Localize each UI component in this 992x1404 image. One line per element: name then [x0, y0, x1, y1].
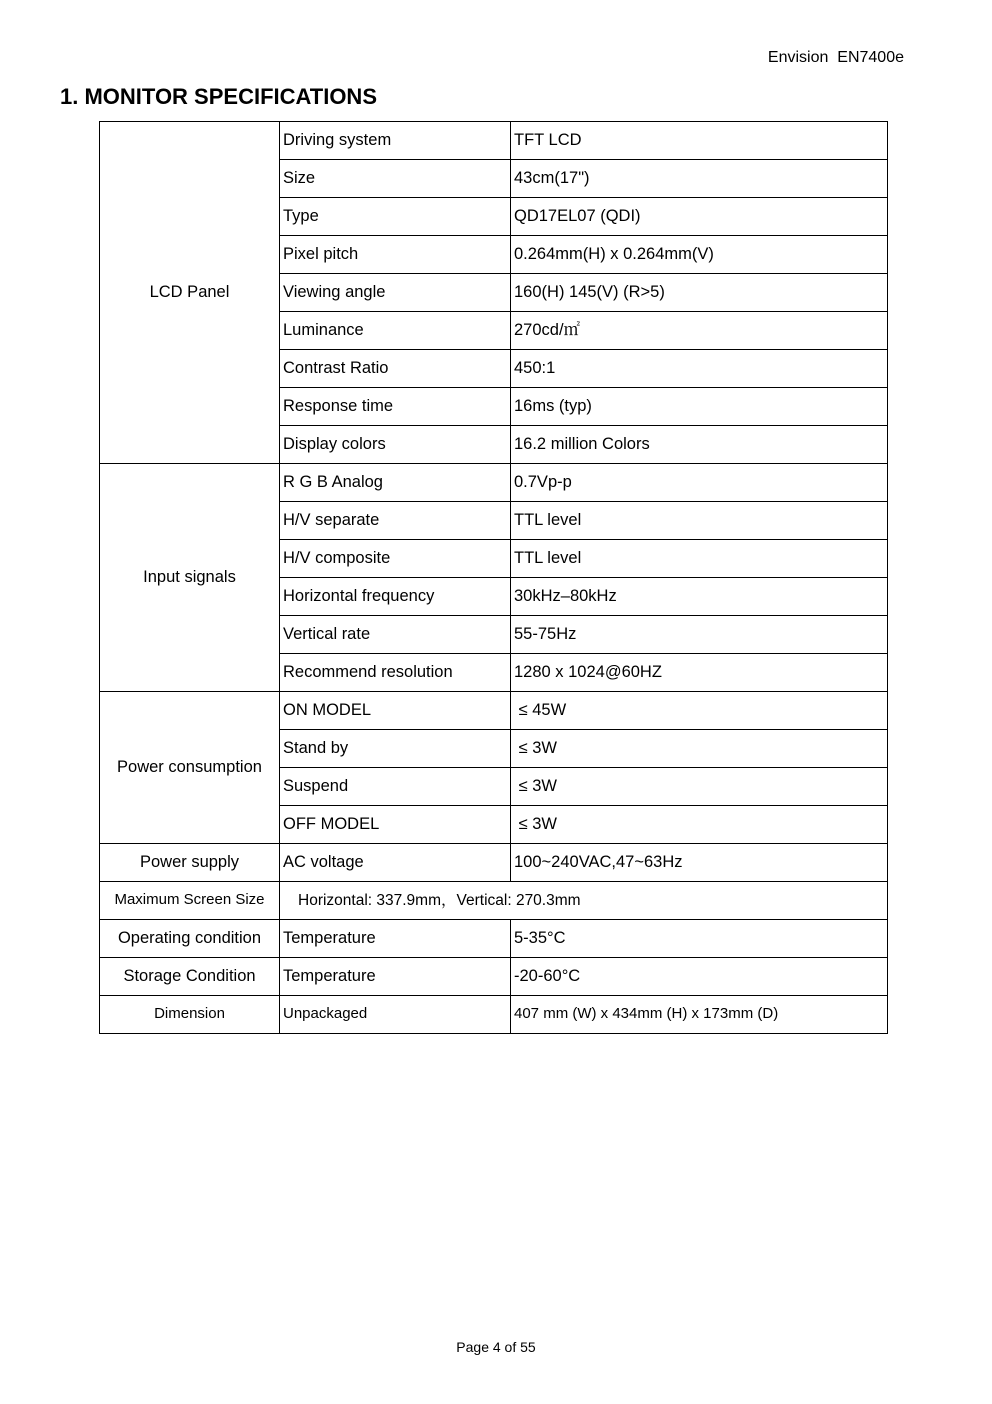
table-row: [100, 122, 888, 160]
table-row: [100, 692, 888, 730]
category-dimension: Dimension: [100, 996, 280, 1034]
value-cell: ≤ 3W: [511, 768, 888, 806]
table-row: [100, 958, 888, 996]
param-cell: Luminance: [280, 312, 511, 350]
param-cell: Pixel pitch: [280, 236, 511, 274]
value-cell: 5-35°C: [511, 920, 888, 958]
category-power-supply: Power supply: [100, 844, 280, 882]
spec-table: [99, 121, 888, 1034]
section-title: 1. MONITOR SPECIFICATIONS: [60, 84, 377, 109]
param-cell: Horizontal frequency: [280, 578, 511, 616]
param-cell: H/V separate: [280, 502, 511, 540]
value-cell: 407 mm (W) x 434mm (H) x 173mm (D): [511, 996, 888, 1034]
table-row: [100, 920, 888, 958]
value-cell: QD17EL07 (QDI): [511, 198, 888, 236]
value-cell: TTL level: [511, 540, 888, 578]
category-max-screen-size: Maximum Screen Size: [100, 882, 280, 920]
param-cell: Stand by: [280, 730, 511, 768]
param-cell: R G B Analog: [280, 464, 511, 502]
param-cell: Size: [280, 160, 511, 198]
param-cell: Vertical rate: [280, 616, 511, 654]
page-number: Page 4 of 55: [456, 1339, 536, 1355]
document-header-model: Envision EN7400e: [767, 49, 904, 66]
param-cell: ON MODEL: [280, 692, 511, 730]
param-cell: Type: [280, 198, 511, 236]
value-cell: ≤ 45W: [511, 692, 888, 730]
table-row: [100, 464, 888, 502]
table-row: [100, 882, 888, 920]
value-cell: ≤ 3W: [511, 730, 888, 768]
category-operating-condition: Operating condition: [100, 920, 280, 958]
value-cell: Horizontal: 337.9mm，Vertical: 270.3mm: [280, 882, 888, 920]
value-cell: 30kHz–80kHz: [511, 578, 888, 616]
category-storage-condition: Storage Condition: [100, 958, 280, 996]
value-cell: 55-75Hz: [511, 616, 888, 654]
value-cell: 0.264mm(H) x 0.264mm(V): [511, 236, 888, 274]
value-cell: ≤ 3W: [511, 806, 888, 844]
category-lcd-panel: LCD Panel: [100, 122, 280, 464]
param-cell: Recommend resolution: [280, 654, 511, 692]
value-cell: 1280 x 1024@60HZ: [511, 654, 888, 692]
param-cell: Temperature: [280, 920, 511, 958]
param-cell: Contrast Ratio: [280, 350, 511, 388]
value-cell: 43cm(17"): [511, 160, 888, 198]
param-cell: Response time: [280, 388, 511, 426]
value-cell: -20-60°C: [511, 958, 888, 996]
param-cell: H/V composite: [280, 540, 511, 578]
value-cell: 100~240VAC,47~63Hz: [511, 844, 888, 882]
value-cell: TTL level: [511, 502, 888, 540]
value-cell: 270cd/㎡: [511, 312, 888, 350]
value-cell: 0.7Vp-p: [511, 464, 888, 502]
param-cell: Temperature: [280, 958, 511, 996]
category-input-signals: Input signals: [100, 464, 280, 692]
value-cell: 450:1: [511, 350, 888, 388]
table-row: [100, 844, 888, 882]
value-cell: TFT LCD: [511, 122, 888, 160]
value-cell: 160(H) 145(V) (R>5): [511, 274, 888, 312]
category-power-consumption: Power consumption: [100, 692, 280, 844]
param-cell: Viewing angle: [280, 274, 511, 312]
value-cell: 16.2 million Colors: [511, 426, 888, 464]
param-cell: Driving system: [280, 122, 511, 160]
value-cell: 16ms (typ): [511, 388, 888, 426]
param-cell: Unpackaged: [280, 996, 511, 1034]
param-cell: OFF MODEL: [280, 806, 511, 844]
param-cell: Display colors: [280, 426, 511, 464]
param-cell: Suspend: [280, 768, 511, 806]
param-cell: AC voltage: [280, 844, 511, 882]
table-row: [100, 996, 888, 1034]
